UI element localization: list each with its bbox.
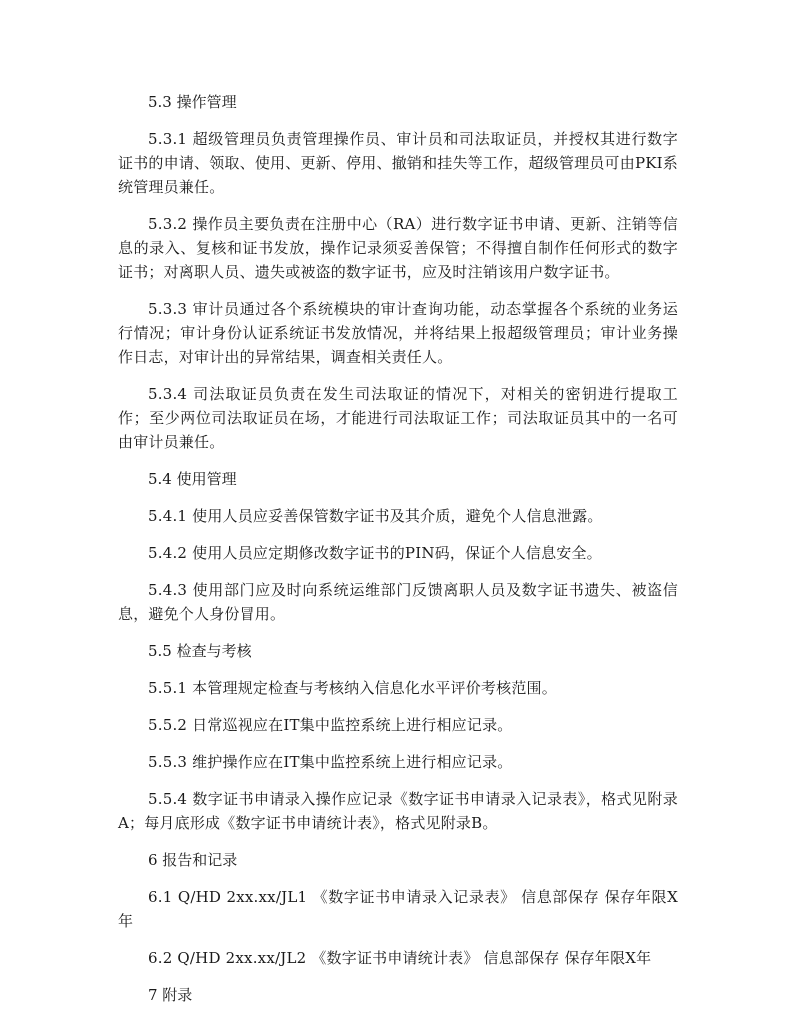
paragraph-5-5-4: 5.5.4 数字证书申请录入操作应记录《数字证书申请录入记录表》，格式见附录A；每月底形成《数字证书申请统计表》，格式见附录B。 bbox=[118, 790, 678, 832]
section-heading-6: 6 报告和记录 bbox=[148, 851, 238, 869]
paragraph-6-1: 6.1 Q/HD 2xx.xx/JL1 《数字证书申请录入记录表》 信息部保存 保存年限X年 bbox=[118, 888, 678, 930]
paragraph-5-3-4: 5.3.4 司法取证员负责在发生司法取证的情况下，对相关的密钥进行提取工作；至少两位司法取证员在场，才能进行司法取证工作；司法取证员其中的一名可由审计员兼任。 bbox=[118, 385, 678, 451]
paragraph-5-4-2: 5.4.2 使用人员应定期修改数字证书的PIN码，保证个人信息安全。 bbox=[148, 544, 602, 562]
document-page bbox=[118, 90, 678, 1007]
section-heading-5-3: 5.3 操作管理 bbox=[148, 93, 237, 111]
section-heading-5-4: 5.4 使用管理 bbox=[148, 470, 237, 488]
paragraph-5-3-2: 5.3.2 操作员主要负责在注册中心（RA）进行数字证书申请、更新、注销等信息的录入、复核和证书发放，操作记录须妥善保管；不得擅自制作任何形式的数字证书；对离职人员、遗失或被盗的数字证书，应及时注销该用户数字证书。 bbox=[118, 215, 678, 281]
paragraph-5-4-3: 5.4.3 使用部门应及时向系统运维部门反馈离职人员及数字证书遗失、被盗信息，避免个人身份冒用。 bbox=[118, 581, 678, 623]
paragraph-5-3-3: 5.3.3 审计员通过各个系统模块的审计查询功能，动态掌握各个系统的业务运行情况；审计身份认证系统证书发放情况，并将结果上报超级管理员；审计业务操作日志，对审计出的异常结果，调查相关责任人。 bbox=[118, 300, 678, 366]
section-heading-5-5: 5.5 检查与考核 bbox=[148, 642, 252, 660]
paragraph-5-5-1: 5.5.1 本管理规定检查与考核纳入信息化水平评价考核范围。 bbox=[148, 679, 557, 697]
paragraph-6-2: 6.2 Q/HD 2xx.xx/JL2 《数字证书申请统计表》 信息部保存 保存年限X年 bbox=[148, 949, 652, 967]
section-heading-7: 7 附录 bbox=[148, 986, 193, 1004]
paragraph-5-5-3: 5.5.3 维护操作应在IT集中监控系统上进行相应记录。 bbox=[148, 753, 513, 771]
paragraph-5-5-2: 5.5.2 日常巡视应在IT集中监控系统上进行相应记录。 bbox=[148, 716, 513, 734]
paragraph-5-3-1: 5.3.1 超级管理员负责管理操作员、审计员和司法取证员，并授权其进行数字证书的申请、领取、使用、更新、停用、撤销和挂失等工作，超级管理员可由PKI系统管理员兼任。 bbox=[118, 130, 678, 196]
paragraph-5-4-1: 5.4.1 使用人员应妥善保管数字证书及其介质，避免个人信息泄露。 bbox=[148, 507, 603, 525]
